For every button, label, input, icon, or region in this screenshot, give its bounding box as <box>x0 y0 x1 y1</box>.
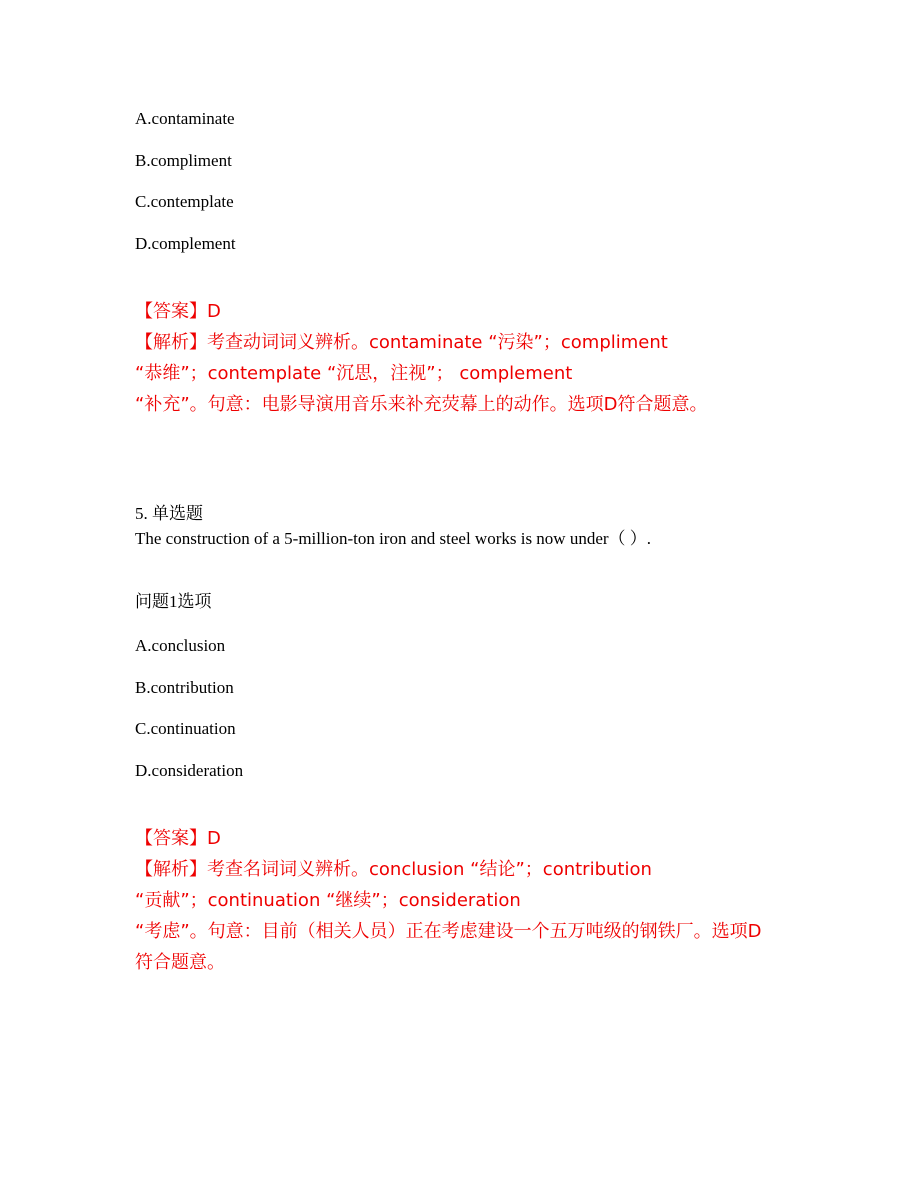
q4-analysis-line-2: “恭维”；contemplate “沉思，注视”； complement <box>135 363 573 384</box>
q4-option-c: C.contemplate <box>135 192 234 211</box>
q5-analysis-line-3: “考虑”。句意：目前（相关人员）正在考虑建设一个五万吨级的钢铁厂。选项D <box>135 921 762 942</box>
q4-option-a: A.contaminate <box>135 109 235 128</box>
q5-answer: 【答案】D <box>135 828 221 849</box>
q5-option-c: C.continuation <box>135 719 236 738</box>
q5-option-b: B.contribution <box>135 678 234 697</box>
q5-heading: 5. 单选题 <box>135 504 203 523</box>
q5-stem: The construction of a 5-million-ton iron and steel works is now under（ ）. <box>135 529 652 548</box>
q5-analysis-line-2: “贡献”；continuation “继续”；consideration <box>135 890 521 911</box>
q4-analysis-line-1: 【解析】考查动词词义辨析。contaminate “污染”；compliment <box>135 332 668 353</box>
q4-option-b: B.compliment <box>135 151 232 170</box>
q5-option-a: A.conclusion <box>135 636 226 655</box>
q5-analysis-line-4: 符合题意。 <box>135 952 225 973</box>
q5-analysis-line-1: 【解析】考查名词词义辨析。conclusion “结论”；contribution <box>135 859 652 880</box>
q5-option-d: D.consideration <box>135 761 244 780</box>
q4-option-d: D.complement <box>135 234 236 253</box>
q4-answer: 【答案】D <box>135 301 221 322</box>
q4-analysis-line-3: “补充”。句意：电影导演用音乐来补充荧幕上的动作。选项D符合题意。 <box>135 394 708 415</box>
q5-sub-question: 问题1选项 <box>135 592 212 611</box>
